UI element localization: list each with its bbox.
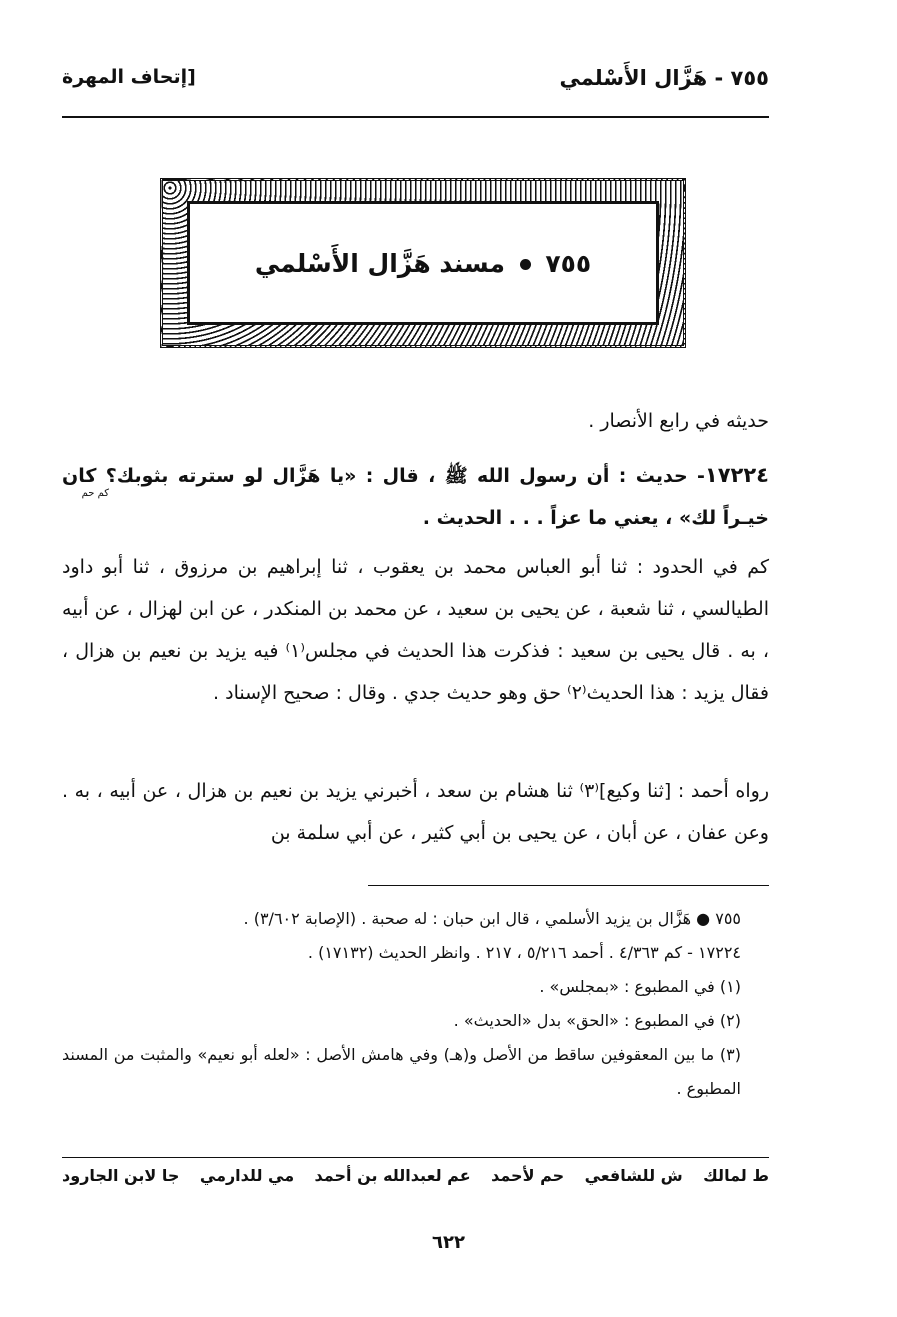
hadith-number: ١٧٢٢٤ bbox=[704, 463, 769, 487]
footnote: (٣) ما بين المعقوفين ساقط من الأصل و(هـ) وفي هامش الأصل : «لعله أبو نعيم» والمثبت من المسند المطبوع . bbox=[62, 1045, 741, 1098]
footnote: ١٧٢٢٤ - كم ٤/٣٦٣ . أحمد ٥/٢١٦ ، ٢١٧ . وانظر الحديث (١٧١٣٢) . bbox=[307, 943, 741, 962]
footnote-divider bbox=[368, 885, 769, 886]
section-number: ٧٥٥ bbox=[545, 248, 592, 278]
ornamental-frame bbox=[160, 178, 686, 348]
header-divider bbox=[62, 116, 769, 118]
takhrij-paragraph: كم في الحدود : ثنا أبو العباس محمد بن يعقوب ، ثنا إبراهيم بن مرزوق ، ثنا أبو داود الطيالسي ، ثنا شعبة ، عن يحيى بن سعيد ، عن محمد بن المنكدر ، عن ابن لهزال ، عن أبيه ، به . قال يحيى بن سعيد : فذكرت هذا الحديث في مجلس⁽١⁾ فيه يزيد بن نعيم بن هزال ، فقال يزيد : هذا الحديث⁽٢⁾ حق وهو حديث جدي . وقال : صحيح الإسناد . bbox=[62, 556, 769, 704]
frame-panel bbox=[187, 201, 659, 325]
running-header-book: [إتحاف المهرة bbox=[62, 66, 196, 88]
section-title: مسند هَزَّال الأَسْلمي bbox=[254, 248, 505, 278]
siglum: مي للدارمي bbox=[199, 1166, 295, 1185]
section-heading bbox=[255, 249, 591, 278]
sigla-divider bbox=[62, 1157, 769, 1158]
bullet-icon bbox=[520, 259, 531, 270]
footnotes bbox=[62, 902, 769, 1106]
sigla-key bbox=[62, 1166, 769, 1185]
page-number: ٦٢٢ bbox=[432, 1232, 465, 1253]
siglum: ش للشافعي bbox=[584, 1166, 683, 1185]
hadith-side-siglum: كم حم bbox=[81, 488, 109, 499]
siglum: جا لابن الجارود bbox=[62, 1166, 180, 1185]
hadith-entry bbox=[62, 454, 769, 539]
intro-line: حديثه في رابع الأنصار . bbox=[588, 410, 769, 432]
siglum: عم لعبدالله بن أحمد bbox=[314, 1166, 471, 1185]
siglum: ط لمالك bbox=[703, 1166, 769, 1185]
siglum: حم لأحمد bbox=[491, 1166, 565, 1185]
footnote: (٢) في المطبوع : «الحق» بدل «الحديث» . bbox=[453, 1011, 741, 1030]
rawah-paragraph: رواه أحمد : [ثنا وكيع]⁽٣⁾ ثنا هشام بن سعد ، أخبرني يزيد بن نعيم بن هزال ، عن أبيه ، به . وعن عفان ، عن أبان ، عن يحيى بن أبي كثير ، عن أبي سلمة بن bbox=[62, 780, 770, 844]
running-header-title: ٧٥٥ - هَزَّال الأَسْلمي bbox=[559, 66, 769, 90]
footnote: ٧٥٥ ● هَزَّال بن يزيد الأسلمي ، قال ابن حبان : له صحبة . (الإصابة ٣/٦٠٢) . bbox=[243, 909, 741, 928]
footnote: (١) في المطبوع : «بمجلس» . bbox=[539, 977, 741, 996]
hadith-text: - حديث : أن رسول الله ﷺ ، قال : «يا هَزَّال لو سترته بثوبك؟ كان خيـراً لك» ، يعني ما عزاً . . . الحديث . bbox=[62, 465, 769, 529]
